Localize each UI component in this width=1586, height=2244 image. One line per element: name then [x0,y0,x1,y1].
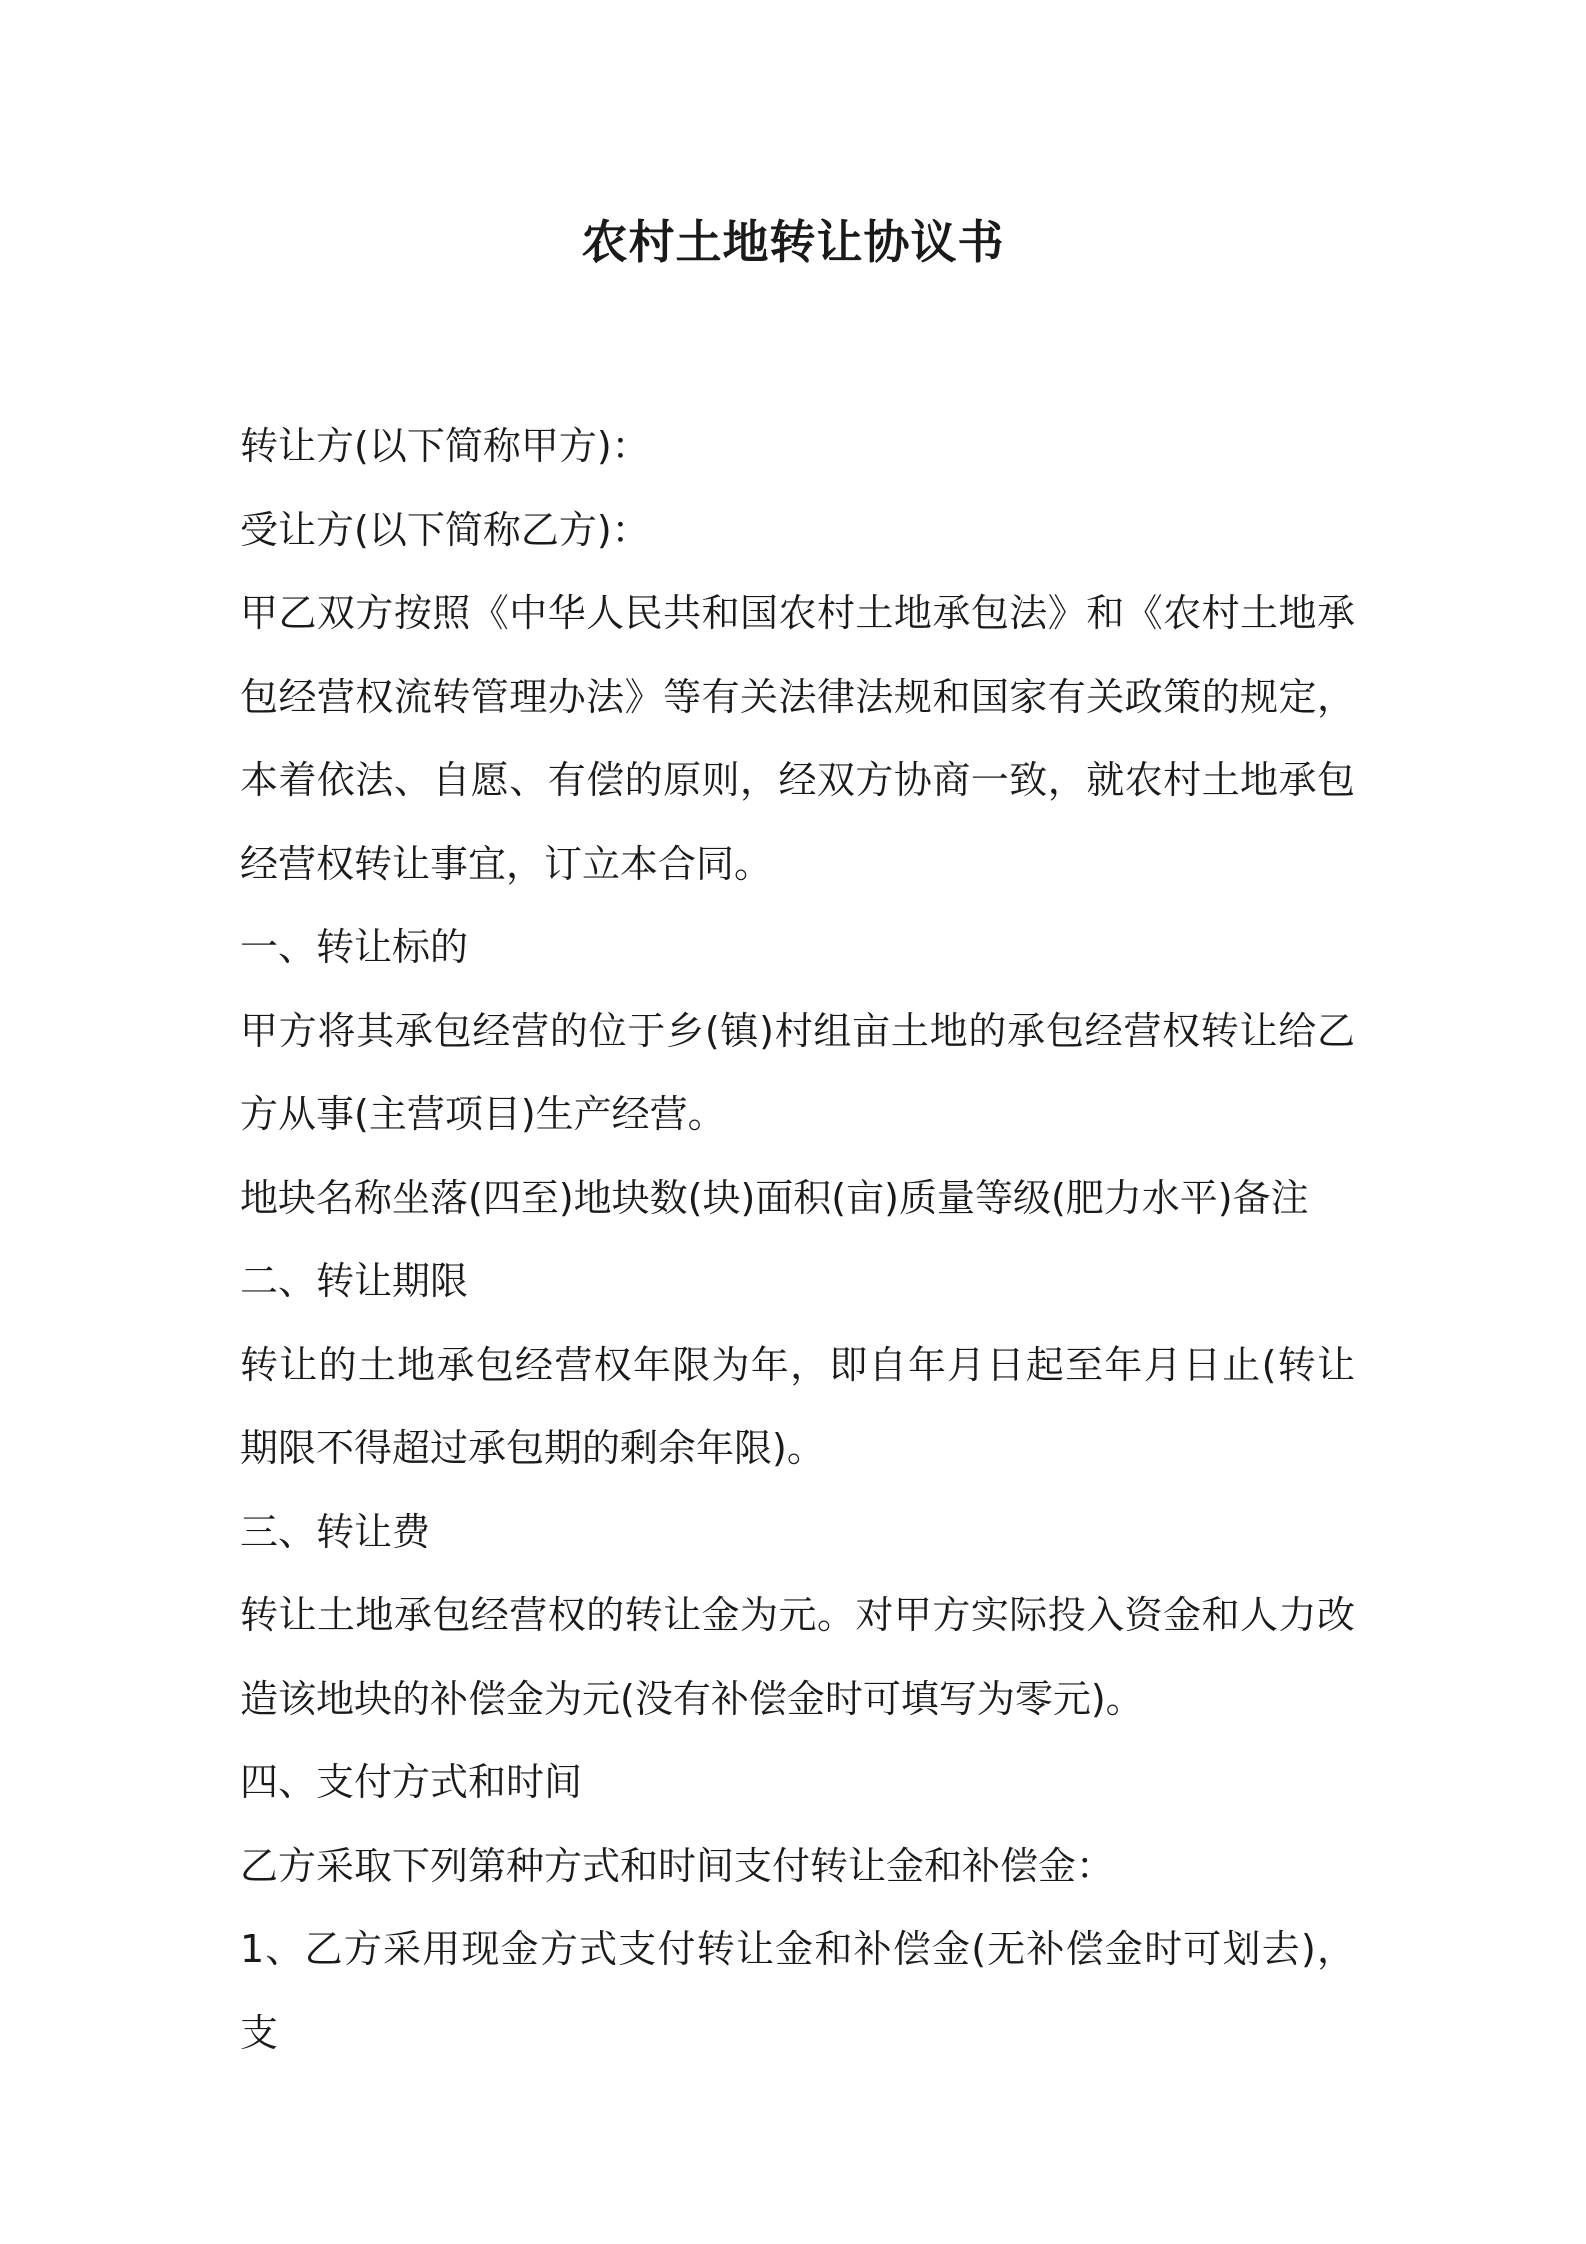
section-heading-subject: 一、转让标的 [240,925,469,969]
paragraph-payment-item-1: 1、乙方采用现金方式支付转让金和补偿金(无补偿金时可划去)，支 [240,1927,1355,2055]
section-heading-payment: 四、支付方式和时间 [240,1760,583,1804]
paragraph-preamble: 甲乙双方按照《中华人民共和国农村土地承包法》和《农村土地承包经营权流转管理办法》等有关法律法规和国家有关政策的规定，本着依法、自愿、有偿的原则，经双方协商一致，就农村土地承包经营权转让事宜，订立本合同。 [240,591,1355,886]
paragraph-subject: 甲方将其承包经营的位于乡(镇)村组亩土地的承包经营权转让给乙方从事(主营项目)生产经营。 [240,1008,1355,1136]
paragraph-transferee: 受让方(以下简称乙方)： [240,507,650,552]
document-title: 农村土地转让协议书 [581,215,1005,269]
paragraph-term: 转让的土地承包经营权年限为年，即自年月日起至年月日止(转让期限不得超过承包期的剩余年限)。 [240,1342,1355,1470]
paragraph-plot-fields: 地块名称坐落(四至)地块数(块)面积(亩)质量等级(肥力水平)备注 [240,1175,1309,1220]
paragraph-fee: 转让土地承包经营权的转让金为元。对甲方实际投入资金和人力改造该地块的补偿金为元(没有补偿金时可填写为零元)。 [240,1593,1355,1721]
document-body [240,405,1355,2075]
paragraph-payment-intro: 乙方采取下列第种方式和时间支付转让金和补偿金： [240,1843,1115,1888]
section-heading-term: 二、转让期限 [240,1259,469,1303]
section-heading-fee: 三、转让费 [240,1509,431,1554]
paragraph-transferor: 转让方(以下简称甲方)： [240,424,650,468]
